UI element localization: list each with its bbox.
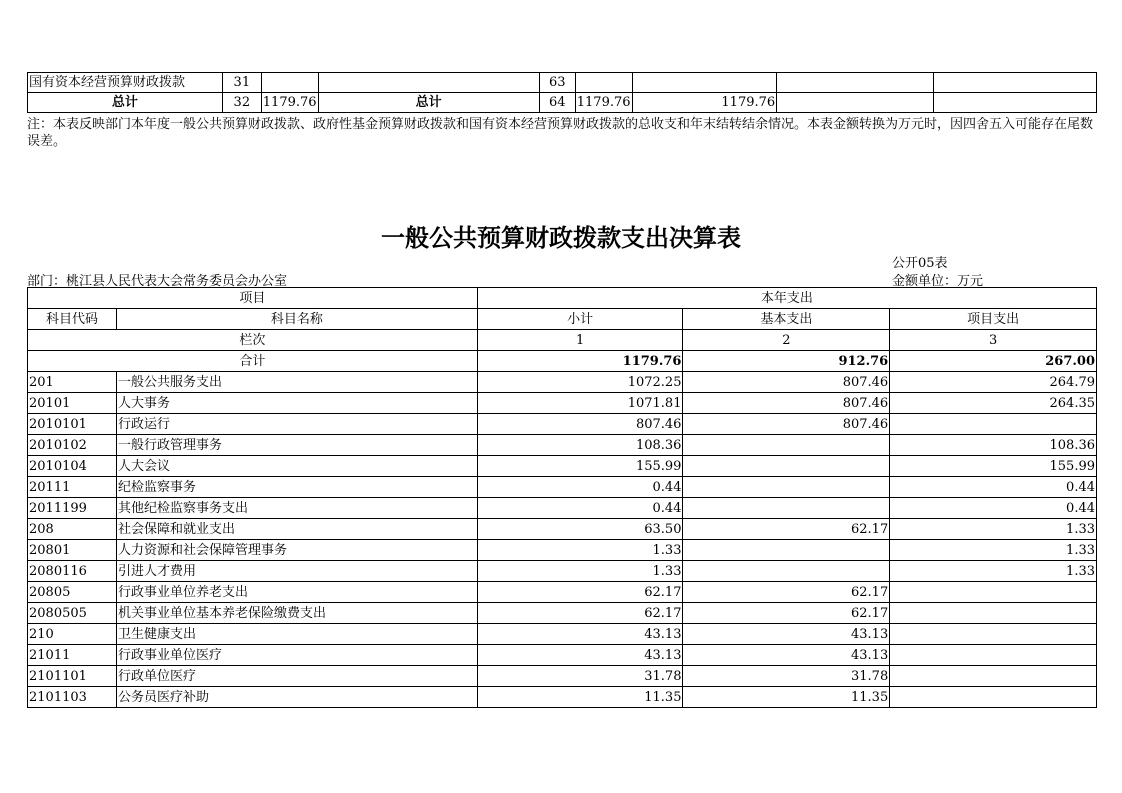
table-row: [28, 666, 1097, 687]
header-row: [28, 309, 1097, 330]
basic-cell: [683, 477, 890, 498]
project-cell: 108.36: [890, 435, 1097, 456]
basic-cell: [683, 540, 890, 561]
subject-name-cell: 行政事业单位医疗: [116, 645, 477, 666]
project-cell: 264.35: [890, 393, 1097, 414]
amount-cell: 1179.76: [632, 93, 777, 113]
subject-name-cell: 一般行政管理事务: [116, 435, 477, 456]
subject-name-cell: 人力资源和社会保障管理事务: [116, 540, 477, 561]
amount-cell: 1179.76: [575, 93, 632, 113]
header-subtotal: 小计: [477, 309, 683, 330]
row-number: 32: [222, 93, 261, 113]
row-number: 63: [539, 73, 575, 93]
subject-code-cell: 21011: [28, 645, 117, 666]
total-label: 总计: [318, 93, 539, 113]
column-number: 3: [890, 330, 1097, 351]
subject-name-cell: 卫生健康支出: [116, 624, 477, 645]
page-title: 一般公共预算财政拨款支出决算表: [381, 223, 741, 252]
subtotal-cell: 807.46: [477, 414, 683, 435]
amount-cell: [933, 73, 1096, 93]
project-cell: 0.44: [890, 498, 1097, 519]
table-row: [28, 561, 1097, 582]
subtotal-cell: 155.99: [477, 456, 683, 477]
header-subject-code: 科目代码: [28, 309, 117, 330]
subtotal-cell: 1071.81: [477, 393, 683, 414]
basic-cell: 31.78: [683, 666, 890, 687]
basic-cell: 43.13: [683, 624, 890, 645]
table-row: [28, 582, 1097, 603]
project-cell: 0.44: [890, 477, 1097, 498]
table-row: [28, 477, 1097, 498]
table-row: [28, 372, 1097, 393]
subtotal-cell: 62.17: [477, 582, 683, 603]
subject-name-cell: 公务员医疗补助: [116, 687, 477, 708]
table-row: [28, 93, 1097, 113]
subtotal-cell: 63.50: [477, 519, 683, 540]
subject-code-cell: 2010101: [28, 414, 117, 435]
subject-code-cell: 210: [28, 624, 117, 645]
header-subject-name: 科目名称: [116, 309, 477, 330]
table-row: [28, 603, 1097, 624]
subject-code-cell: 201: [28, 372, 117, 393]
basic-cell: 62.17: [683, 603, 890, 624]
subject-name-cell: 人大会议: [116, 456, 477, 477]
subject-name-cell: 行政事业单位养老支出: [116, 582, 477, 603]
subtotal-cell: 1.33: [477, 561, 683, 582]
amount-cell: [777, 93, 933, 113]
subject-code-cell: 20801: [28, 540, 117, 561]
project-cell: [890, 414, 1097, 435]
row-label: 国有资本经营预算财政拨款: [28, 73, 223, 93]
table-row: [28, 540, 1097, 561]
table-row: [28, 393, 1097, 414]
column-number: 2: [683, 330, 890, 351]
header-current-year: 本年支出: [477, 288, 1096, 309]
basic-cell: 807.46: [683, 414, 890, 435]
amount-cell: [933, 93, 1096, 113]
basic-cell: [683, 435, 890, 456]
project-cell: [890, 624, 1097, 645]
amount-cell: [575, 73, 632, 93]
project-cell: [890, 645, 1097, 666]
amount-cell: 1179.76: [261, 93, 318, 113]
subtotal-cell: 11.35: [477, 687, 683, 708]
unit-label: 金额单位：万元: [892, 274, 984, 289]
total-subtotal: 1179.76: [477, 351, 683, 372]
subject-name-cell: 社会保障和就业支出: [116, 519, 477, 540]
subtotal-cell: 108.36: [477, 435, 683, 456]
total-row: [28, 351, 1097, 372]
table-row: [28, 414, 1097, 435]
table-row: [28, 73, 1097, 93]
summary-table-tail: [27, 72, 1097, 113]
header-row: [28, 330, 1097, 351]
total-project: 267.00: [890, 351, 1097, 372]
header-project-exp: 项目支出: [890, 309, 1097, 330]
column-number: 1: [477, 330, 683, 351]
subject-code-cell: 20101: [28, 393, 117, 414]
subject-name-cell: 行政运行: [116, 414, 477, 435]
amount-cell: [632, 73, 777, 93]
row-number: 64: [539, 93, 575, 113]
header-project: 项目: [28, 288, 478, 309]
subject-code-cell: 20111: [28, 477, 117, 498]
project-cell: 1.33: [890, 540, 1097, 561]
project-cell: [890, 666, 1097, 687]
subject-name-cell: 纪检监察事务: [116, 477, 477, 498]
subject-code-cell: 208: [28, 519, 117, 540]
subtotal-cell: 43.13: [477, 624, 683, 645]
form-code: 公开05表: [892, 256, 948, 271]
subtotal-cell: 1.33: [477, 540, 683, 561]
table-row: [28, 435, 1097, 456]
table-row: [28, 519, 1097, 540]
header-column-no: 栏次: [28, 330, 478, 351]
subtotal-cell: 0.44: [477, 498, 683, 519]
table-row: [28, 687, 1097, 708]
basic-cell: 11.35: [683, 687, 890, 708]
subject-code-cell: 2010104: [28, 456, 117, 477]
project-cell: 264.79: [890, 372, 1097, 393]
header-basic: 基本支出: [683, 309, 890, 330]
total-basic: 912.76: [683, 351, 890, 372]
project-cell: 155.99: [890, 456, 1097, 477]
subject-name-cell: 引进人才费用: [116, 561, 477, 582]
row-label: [318, 73, 539, 93]
table-row: [28, 498, 1097, 519]
amount-cell: [261, 73, 318, 93]
basic-cell: 62.17: [683, 519, 890, 540]
subject-code-cell: 2011199: [28, 498, 117, 519]
subject-code-cell: 2010102: [28, 435, 117, 456]
row-number: 31: [222, 73, 261, 93]
subject-name-cell: 一般公共服务支出: [116, 372, 477, 393]
department-label: 部门：桃江县人民代表大会常务委员会办公室: [27, 274, 288, 289]
table-row: [28, 456, 1097, 477]
subject-name-cell: 人大事务: [116, 393, 477, 414]
subject-code-cell: 2080116: [28, 561, 117, 582]
table-row: [28, 645, 1097, 666]
subject-name-cell: 机关事业单位基本养老保险缴费支出: [116, 603, 477, 624]
total-label: 总计: [28, 93, 223, 113]
subject-code-cell: 20805: [28, 582, 117, 603]
subtotal-cell: 31.78: [477, 666, 683, 687]
subtotal-cell: 62.17: [477, 603, 683, 624]
amount-cell: [777, 73, 933, 93]
subject-code-cell: 2101103: [28, 687, 117, 708]
project-cell: 1.33: [890, 519, 1097, 540]
table-row: [28, 624, 1097, 645]
subtotal-cell: 1072.25: [477, 372, 683, 393]
subject-code-cell: 2080505: [28, 603, 117, 624]
basic-cell: 43.13: [683, 645, 890, 666]
header-row: [28, 288, 1097, 309]
table-note: 注：本表反映部门本年度一般公共预算财政拨款、政府性基金预算财政拨款和国有资本经营预算财政拨款的总收支和年末结转结余情况。本表金额转换为万元时，因四舍五入可能存在尾数误差。: [27, 117, 1094, 149]
basic-cell: 807.46: [683, 393, 890, 414]
subject-name-cell: 行政单位医疗: [116, 666, 477, 687]
subject-name-cell: 其他纪检监察事务支出: [116, 498, 477, 519]
subject-code-cell: 2101101: [28, 666, 117, 687]
basic-cell: [683, 456, 890, 477]
basic-cell: [683, 561, 890, 582]
basic-cell: 807.46: [683, 372, 890, 393]
total-label: 合计: [28, 351, 478, 372]
basic-cell: 62.17: [683, 582, 890, 603]
project-cell: [890, 582, 1097, 603]
basic-cell: [683, 498, 890, 519]
project-cell: 1.33: [890, 561, 1097, 582]
subtotal-cell: 0.44: [477, 477, 683, 498]
expenditure-table: [27, 287, 1097, 708]
subtotal-cell: 43.13: [477, 645, 683, 666]
project-cell: [890, 687, 1097, 708]
project-cell: [890, 603, 1097, 624]
